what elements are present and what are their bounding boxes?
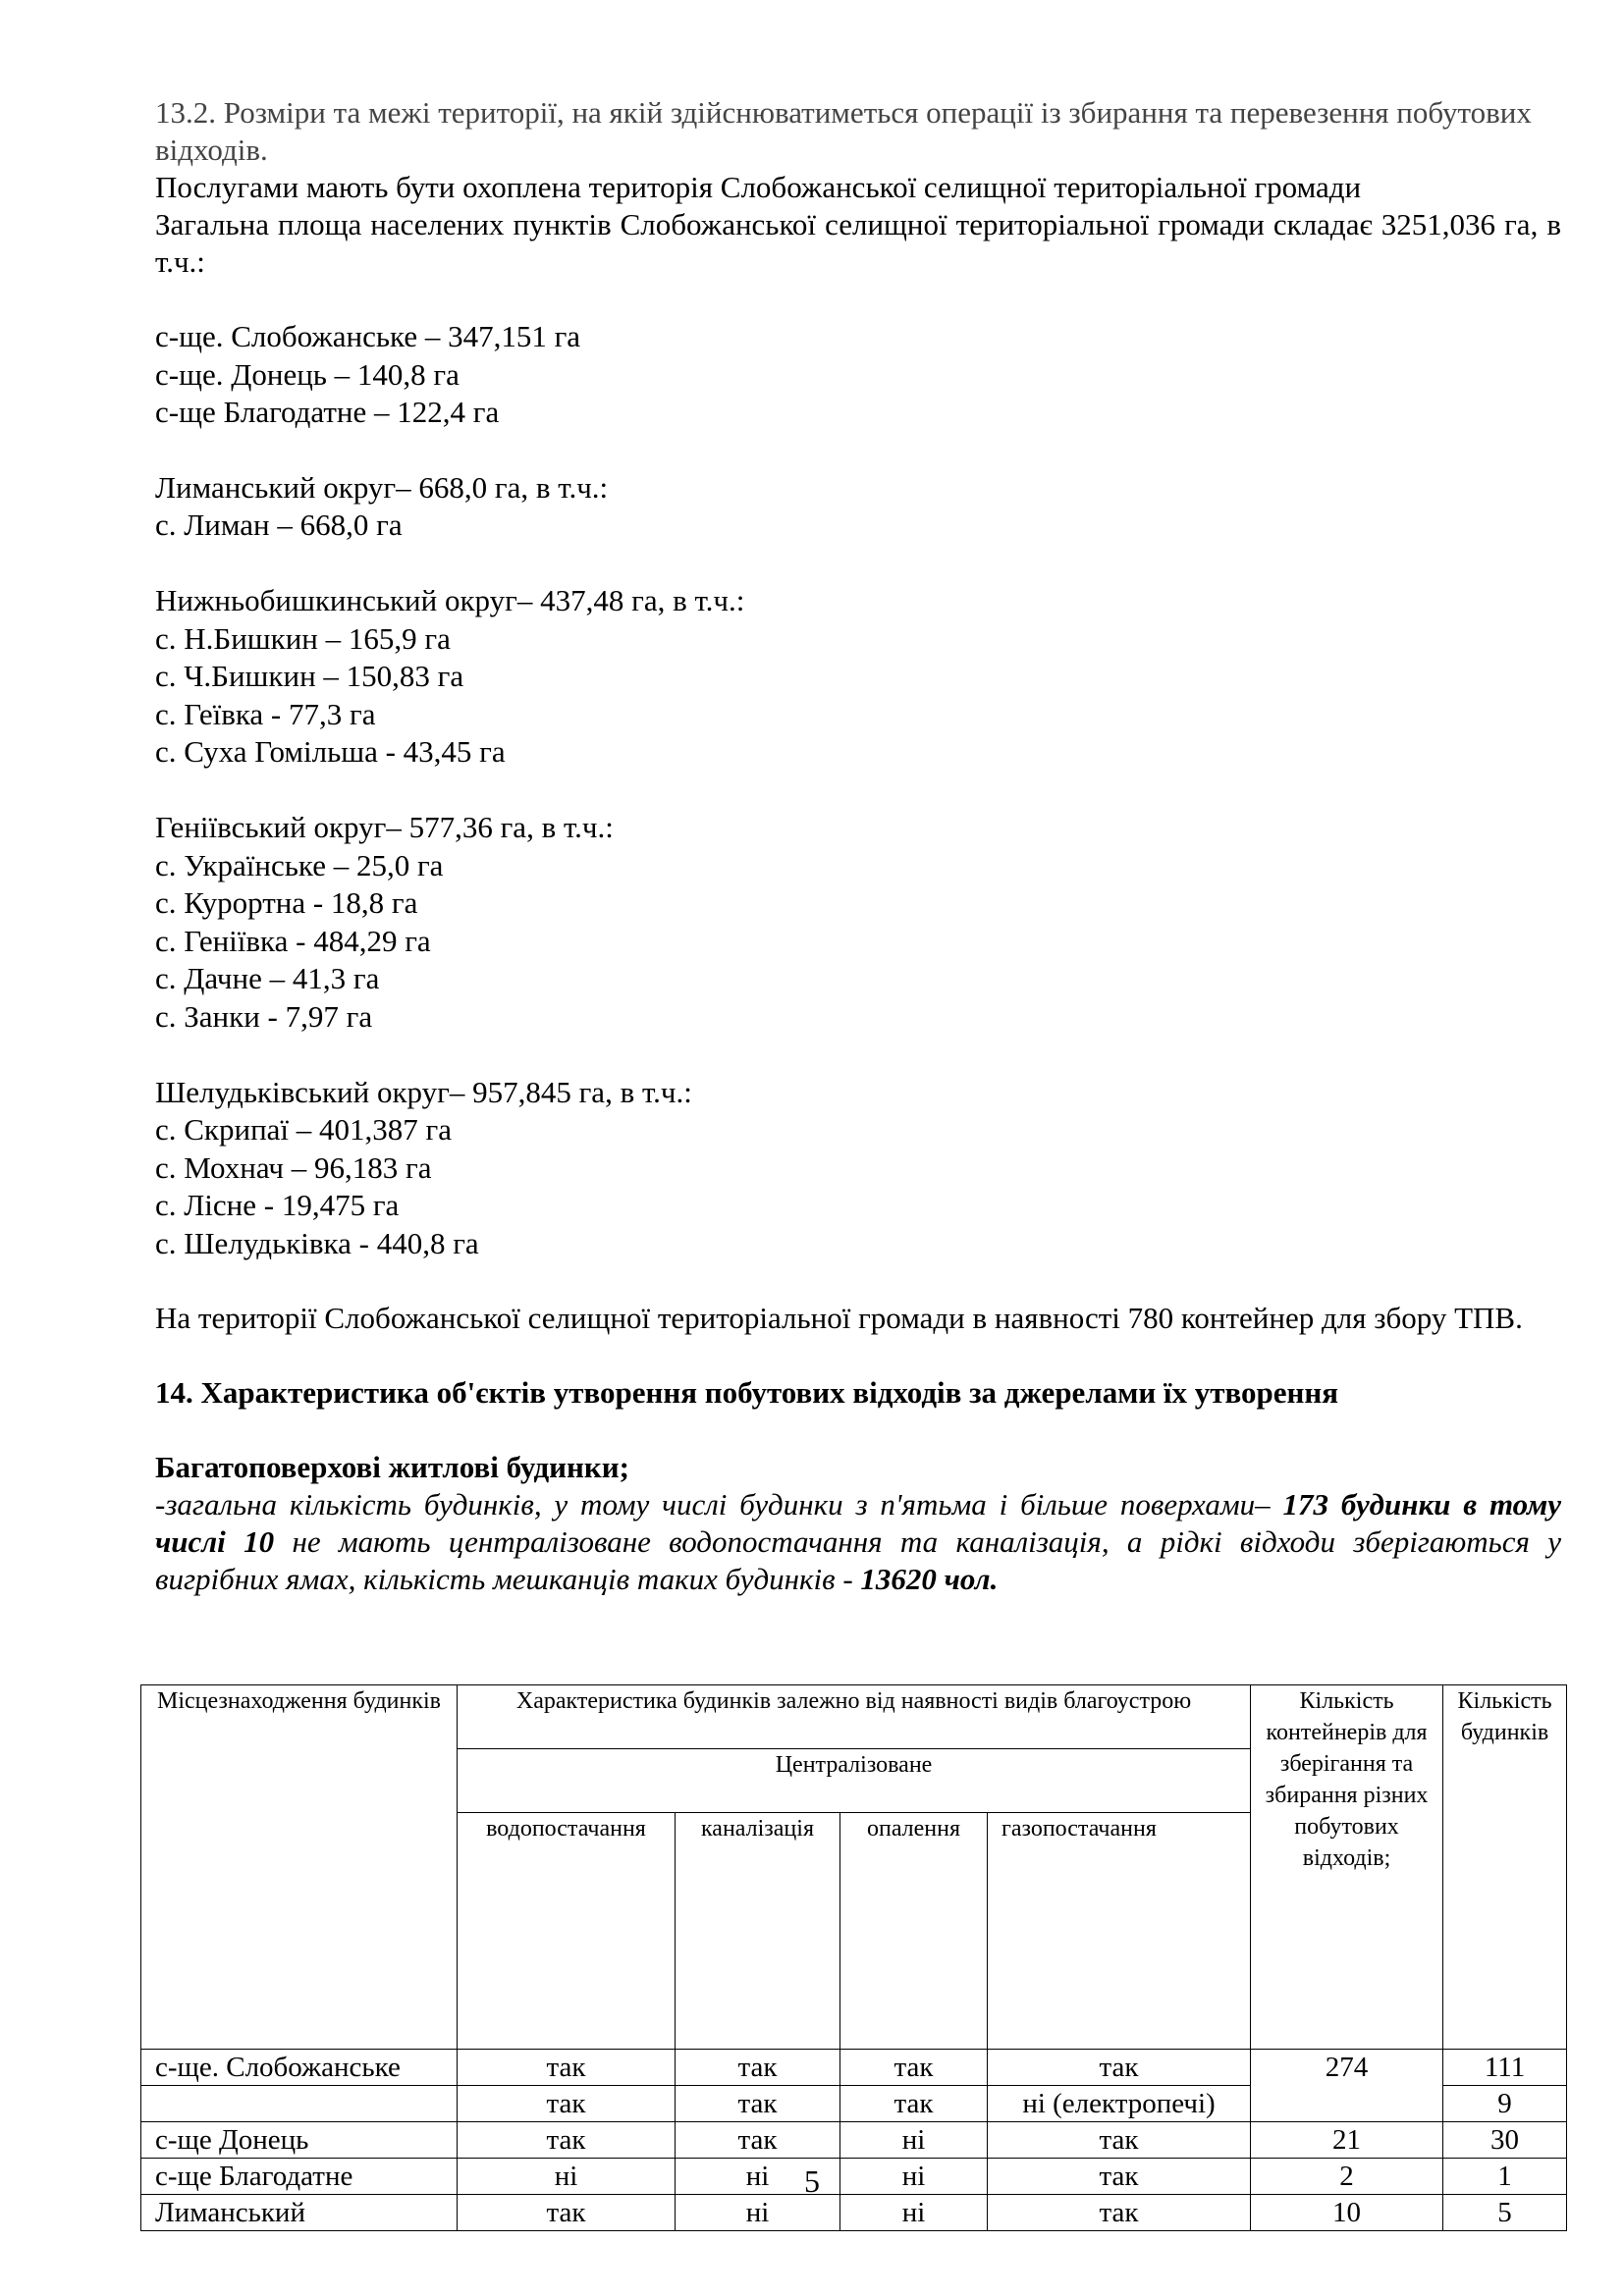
cell-containers: 21 [1251, 2122, 1443, 2159]
settlement-line: с-ще Благодатне – 122,4 га [155, 395, 500, 430]
coverage-text: Послугами мають бути охоплена територія Слобожанської селищної територіальної громади [155, 170, 1362, 204]
district-heniivka [155, 809, 1561, 1037]
district-lyman [155, 469, 1561, 545]
cell-heating: ні [840, 2195, 988, 2231]
cell-location: с-ще Благодатне [141, 2159, 458, 2195]
document-body [155, 94, 1561, 1598]
cell-location: с-ще. Слобожанське [141, 2050, 458, 2086]
settlement-line: с. Суха Гомільша - 43,45 га [155, 734, 506, 770]
desc-bold-1: 173 будинки в тому числі 10 [155, 1487, 1561, 1560]
settlement-line: с. Шелудьківка - 440,8 га [155, 1225, 479, 1260]
district-header: Шелудьківський округ– 957,845 га, в т.ч.: [155, 1074, 692, 1109]
cell-sewage: так [676, 2122, 840, 2159]
cell-containers: 10 [1251, 2195, 1443, 2231]
district-nyzhnobyshkyn [155, 582, 1561, 772]
table-row [141, 2122, 1567, 2159]
cell-gas: так [988, 2159, 1251, 2195]
header-location: Місцезнаходження будинків [141, 1685, 458, 2050]
table-row [141, 2050, 1567, 2086]
settlement-line: с-ще. Донець – 140,8 га [155, 356, 460, 392]
header-gas: газопостачання [988, 1813, 1251, 2050]
settlement-line: с. Скрипаї – 401,387 га [155, 1112, 453, 1148]
section-14-subtitle: Багатоповерхові житлові будинки; [155, 1450, 629, 1485]
cell-buildings: 1 [1443, 2159, 1567, 2195]
cell-gas: ні (електропечі) [988, 2086, 1251, 2122]
cell-water: так [458, 2050, 676, 2086]
settlement-line: с. Лиман – 668,0 га [155, 507, 403, 543]
header-water: водопостачання [458, 1813, 676, 2050]
cell-gas: так [988, 2195, 1251, 2231]
containers-note: На території Слобожанської селищної територіальної громади в наявності 780 контейнер для збору ТПВ. [155, 1301, 1523, 1336]
cell-heating: так [840, 2086, 988, 2122]
header-sewage: каналізація [676, 1813, 840, 2050]
settlement-line: с. Курортна - 18,8 га [155, 885, 418, 921]
district-header: Геніївський округ– 577,36 га, в т.ч.: [155, 809, 614, 844]
desc-bold-2: 13620 чол. [860, 1562, 999, 1597]
cell-sewage: так [676, 2050, 840, 2086]
section-14-description [155, 1486, 1561, 1598]
cell-gas: так [988, 2122, 1251, 2159]
section-14-title: 14. Характеристика об'єктів утворення побутових відходів за джерелами їх утворення [155, 1375, 1339, 1411]
header-heating: опалення [840, 1813, 988, 2050]
cell-water: так [458, 2086, 676, 2122]
cell-water: так [458, 2195, 676, 2231]
settlements-group-1 [155, 318, 1561, 432]
cell-buildings: 5 [1443, 2195, 1567, 2231]
header-centralized: Централізоване [458, 1749, 1251, 1813]
settlement-line: с. Мохнач – 96,183 га [155, 1149, 432, 1185]
desc-part-1: -загальна кількість будинків, у тому числі будинки з п'ятьма і більше поверхами– [155, 1487, 1283, 1522]
cell-sewage: ні [676, 2159, 840, 2195]
settlement-line: с. Н.Бишкин – 165,9 га [155, 620, 451, 656]
settlement-line: с. Лісне - 19,475 га [155, 1188, 400, 1223]
cell-sewage: так [676, 2086, 840, 2122]
settlement-line: с. Українське – 25,0 га [155, 847, 444, 882]
cell-location: с-ще Донець [141, 2122, 458, 2159]
district-sheludkivka [155, 1074, 1561, 1263]
settlement-line: с. Занки - 7,97 га [155, 998, 373, 1034]
desc-part-2: не мають централізоване водопостачання та каналізація, а рідкі відходи зберігаються у вигрібних ямах, кількість мешканців таких будинків - [155, 1524, 1562, 1597]
buildings-table [140, 1684, 1567, 2231]
header-containers: Кількість контейнерів для зберігання та збирання різних побутових відходів; [1251, 1685, 1443, 2050]
cell-buildings: 9 [1443, 2086, 1567, 2122]
cell-water: так [458, 2122, 676, 2159]
section-13-2-title: 13.2. Розміри та межі території, на якій здійснюватиметься операції із збирання та перевезення побутових відходів. [155, 95, 1532, 167]
cell-sewage: ні [676, 2195, 840, 2231]
settlement-line: с. Геївка - 77,3 га [155, 696, 376, 731]
district-header: Нижньобишкинський округ– 437,48 га, в т.ч.: [155, 582, 745, 617]
cell-containers: 2 [1251, 2159, 1443, 2195]
settlement-line: с. Геніївка - 484,29 га [155, 923, 431, 958]
table-header-row [141, 1685, 1567, 1749]
cell-containers: 274 [1251, 2050, 1443, 2122]
total-area-text: Загальна площа населених пунктів Слобожанської селищної територіальної громади складає 3251,036 га, в т.ч.: [155, 207, 1561, 279]
cell-water: ні [458, 2159, 676, 2195]
district-header: Лиманський округ– 668,0 га, в т.ч.: [155, 469, 609, 505]
page-number: 5 [804, 2163, 820, 2199]
cell-heating: так [840, 2050, 988, 2086]
cell-gas: так [988, 2050, 1251, 2086]
header-buildings: Кількість будинків [1443, 1685, 1567, 2050]
cell-location: Лиманський [141, 2195, 458, 2231]
settlement-line: с. Ч.Бишкин – 150,83 га [155, 659, 464, 694]
settlement-line: с-ще. Слобожанське – 347,151 га [155, 319, 581, 353]
cell-buildings: 111 [1443, 2050, 1567, 2086]
cell-heating: ні [840, 2122, 988, 2159]
cell-location [141, 2086, 458, 2122]
header-characteristic: Характеристика будинків залежно від наявності видів благоустрою [458, 1685, 1251, 1749]
table-row [141, 2195, 1567, 2231]
cell-heating: ні [840, 2159, 988, 2195]
cell-buildings: 30 [1443, 2122, 1567, 2159]
settlement-line: с. Дачне – 41,3 га [155, 961, 380, 996]
